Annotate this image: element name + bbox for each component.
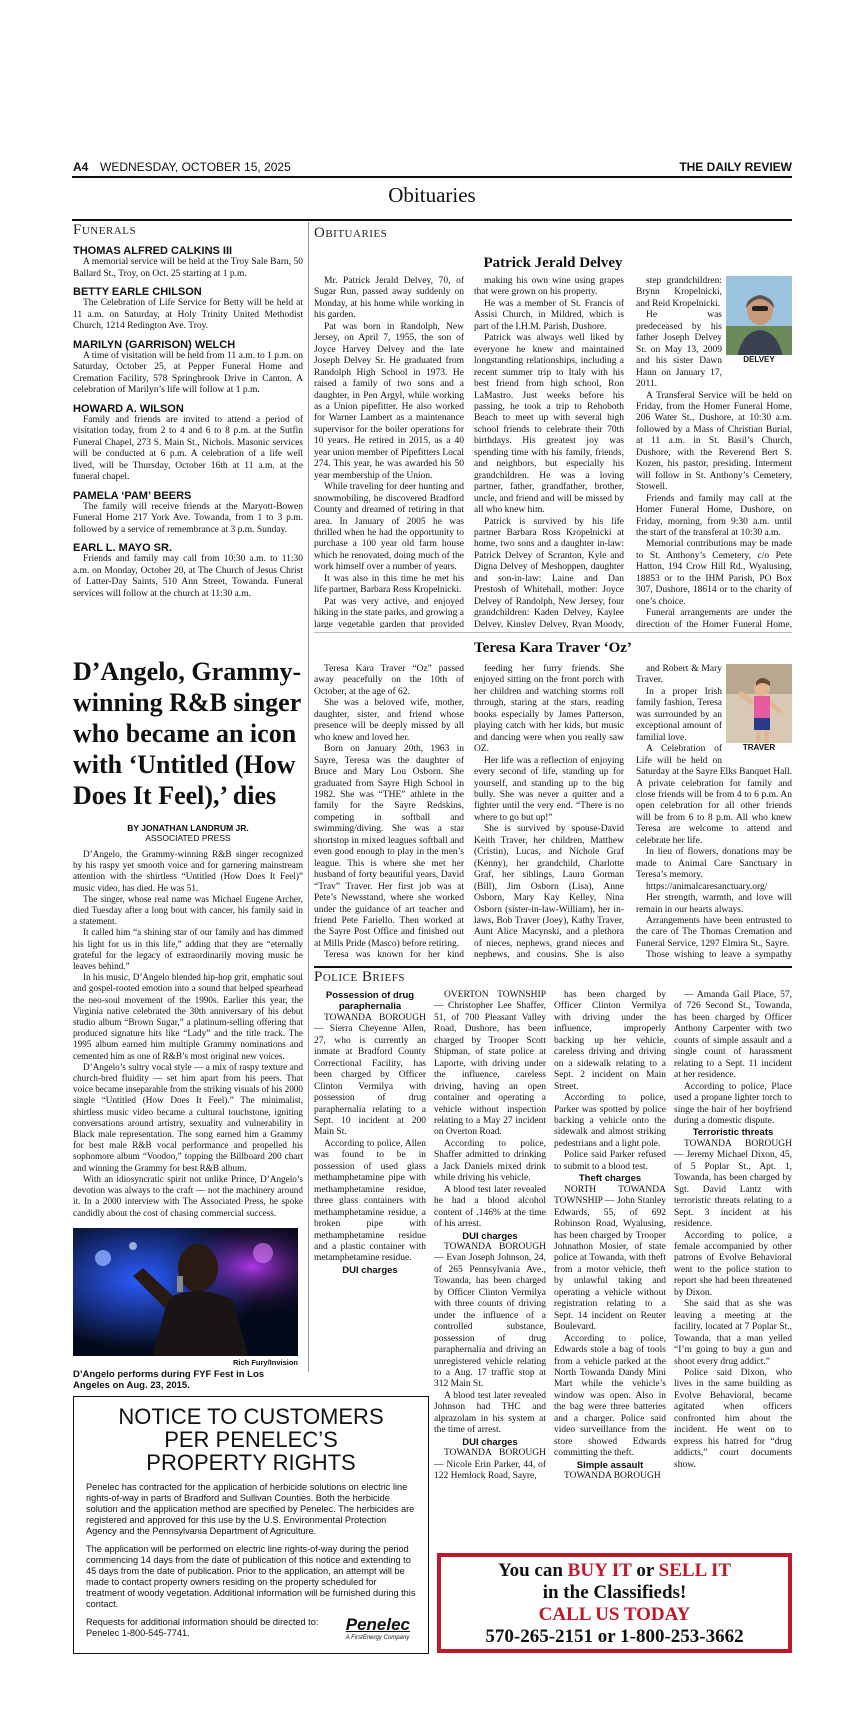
funeral-name: EARL L. MAYO SR. <box>73 542 173 554</box>
photo-spacer <box>722 664 792 756</box>
police-column-4 <box>674 990 792 1480</box>
brief-heading: Simple assault <box>576 1459 644 1471</box>
obit-paragraph: Patrick is survived by his life partner Barbara Ross Kropelnicki at home, two sons and a daughter in-law: Patrick Delvey of Scranton, Kyle and Digna Delvey of Meshoppen, daughter and son-in-law: Laine and Dan Prestosh of Whitehall, mother: Joyce Delvey of Randolph, New Jersey, four grandchildren: Kaden Delvey, Kaylee Delvey, Kinsley Delvey, Ryan Moody, <box>474 516 624 628</box>
brief-paragraph: TOWANDA BOROUGH — Nicole Erin Parker, 44, of 122 Hemlock Road, Sayre, <box>434 1448 546 1480</box>
obit-paragraph: Mr. Patrick Jerald Delvey, 70, of Sugar Run, passed away suddenly on Monday, at his home while working in his garden. <box>314 276 464 321</box>
story-paragraph: The singer, whose real name was Michael Eugene Archer, died Tuesday after a long bout with cancer, his family said in a statement. <box>73 893 303 927</box>
story-byline: BY JONATHAN LANDRUM JR. <box>127 823 249 833</box>
police-rule <box>314 966 792 968</box>
obit-paragraph: step grandchildren: Brynn Kropelnicki, and Reid Kropelnicki. <box>636 276 722 309</box>
obit-paragraph: It was also in this time he met his life partner, Barbara Ross Kropelnicki. <box>314 573 464 596</box>
obit-paragraph: She was a beloved wife, mother, daughter, sister, and friend whose presence will be deeply missed by all who knew and loved her. <box>314 698 464 743</box>
brief-paragraph: TOWANDA BOROUGH — Jeremy Michael Dixon, 45, of 5 Poplar St., Apt. 1, Towanda, has been charged by Sgt. David Lantz with terroristic threats relating to a Sept. 3 incident at his residence. <box>674 1138 792 1230</box>
obit-paragraph: Friends and family may call at the Homer Funeral Home, Dushore, on Friday, morning, from 9:30 a.m. until the start of the transferal at 10:30 a.m. <box>636 493 792 538</box>
obit-paragraph: Pat was very active, and enjoyed hiking in the state parks, and growing a large vegetable garden that provided <box>314 596 464 628</box>
obit-paragraph: A Transferal Service will be held on Friday, from the Homer Funeral Home, 206 Water St., Dushore, at 10:30 a.m. followed by a Mass of Christian Burial, at 11 a.m. in St. Basil’s Church, Dushore, with the Reverend Bert S. Kozen, his pastor, presiding. Interment will follow in St. Anthony’s Cemetery, Stowell. <box>636 390 792 493</box>
section-title: Obituaries <box>388 183 476 207</box>
obit-paragraph: making his own wine using grapes that were grown on his property. <box>474 276 624 298</box>
funerals-kicker: Funerals <box>73 222 137 238</box>
delvey-column-3 <box>636 276 792 628</box>
dangelo-photo <box>73 1228 298 1356</box>
funeral-name: HOWARD A. WILSON <box>73 402 184 415</box>
notice-para-4: Penelec 1-800-545-7741. <box>86 1628 190 1638</box>
funerals-column <box>73 222 303 600</box>
brief-paragraph: She said that as she was leaving a meeting at the facility, located at 7 Poplar St., Towanda, that a man yelled “I’m going to buy a gun and shoot every drug addict.” <box>674 1299 792 1367</box>
column-divider <box>308 222 309 1372</box>
story-paragraph: It called him “a shining star of our family and has dimmed his light for us in this life,” adding that they are “eternally grateful for the legacy of extraordinarily moving music he leaves behind.” <box>73 927 303 972</box>
brief-paragraph: OVERTON TOWNSHIP — Christopher Lee Shaffer, 51, of 700 Pleasant Valley Road, Dushore, has been charged by Trooper Scott Shipman, of state police at Laporte, with driving under the influence, careless driving, having an open container and operating a vehicle without inspection relating to a May 27 incident on Overton Road. <box>434 990 546 1138</box>
header-rule <box>72 176 792 178</box>
traver-column-3 <box>636 664 792 962</box>
funeral-name: BETTY EARLE CHILSON <box>73 286 202 298</box>
funeral-text: Friends and family may call from 10:30 a.m. to 11:30 a.m. on Monday, October 20, at The Church of Jesus Christ of Latter-Day Saints, 510 Ann Street, Towanda. Funeral services will follow at the church at 11:30 a.m. <box>73 554 303 599</box>
notice-para-3: Requests for additional information should be directed to: <box>86 1617 319 1627</box>
brief-paragraph: According to police, Shaffer admitted to drinking a Jack Daniels mixed drink while driving his vehicle. <box>434 1138 546 1184</box>
obit-paragraph: Those wishing to leave a sympathy <box>646 950 792 961</box>
police-column-1 <box>314 990 426 1375</box>
notice-para-2: The application will be performed on electric line rights-of-way during the period commencing 14 days from the date of publication of this notice and extending to 45 days from the date of publication. Prior to the application, an attempt will be made to contact property owners residing on the property scheduled for treatment of woody vegetation. Additional information will be furnished during this contact. <box>86 1544 416 1609</box>
brief-paragraph: A blood test later revealed he had a blood alcohol content of .146% at the time of his arrest. <box>434 1184 546 1230</box>
notice-title <box>74 1405 428 1474</box>
obit-paragraph: https://animalcaresanctuary.org/ <box>646 881 768 892</box>
dangelo-photo-art <box>73 1228 298 1356</box>
funeral-name: THOMAS ALFRED CALKINS III <box>73 245 233 257</box>
classifieds-ad[interactable] <box>437 1553 792 1653</box>
brief-heading: DUI charges <box>342 1264 398 1276</box>
brief-paragraph: According to police, Allen was found to be in possession of used glass methamphetamine pipe with methamphetamine residue, three glass containers with methamphetamine residue, a broken pipe with methamphetamine residue and a plastic container with metamphetamine residue. <box>314 1138 426 1264</box>
obit-paragraph: Born on January 20th, 1963 in Sayre, Teresa was the daughter of Bruce and Mary Lou Osborn. She graduated from Sayre High School in 1982. She was “THE” athlete in the family for the Sayre Redskins, competing in softball and swimming/diving. She was a star shortstop in mixed leagues softball and even good enough to play in the men’s league. This is where she met her husband of forty beautiful years, David “Trav” Traver. Her first job was at Pete’s Newsstand, where she worked under the guidance of art teacher and friend Pete Fariello. Then worked at the Sayre Post Office and finished out at Mills Pride (Masco) before retiring. <box>314 744 464 949</box>
notice-title-line: PROPERTY RIGHTS <box>146 1450 356 1475</box>
funeral-text: The family will receive friends at the Maryott-Bowen Funeral Home 217 York Ave. Towanda, from 1 to 3 p.m. followed by a service of remembrance at 3 p.m. Sunday. <box>73 501 303 535</box>
story-paragraph: D’Angelo’s sultry vocal style — a mix of raspy texture and church-bred fluidity — set him apart from his peers. That voice became inseparable from the striking visuals of his 2000 single “Untitled (How Does It Feel).” The minimalist, shirtless music video became a cultural touchstone, igniting conversations around artistry, sexuality and vulnerability in Black male representation. The song earned him a Grammy for best male R&B vocal performance and propelled his sophomore album “Voodoo,” topping the Billboard 200 chart and winning the Grammy for best R&B album. <box>73 1061 303 1173</box>
brief-heading: DUI charges <box>462 1436 518 1448</box>
brief-paragraph: According to police, Place used a propane lighter torch to singe the hair of her boyfriend during a domestic dispute. <box>674 1081 792 1126</box>
notice-para-1: Penelec has contracted for the application of herbicide solutions on electric line rights-of-way in parts of Bradford and Sullivan Counties. Both the herbicide solution and the application method are specified by Penelec. The herbicides are registered and approved for this use by the U.S. Environmental Protection Agency and the Pennsylvania Department of Agriculture. <box>86 1482 415 1536</box>
brief-paragraph: According to police, Edwards stole a bag of tools from a vehicle parked at the North Towanda Dandy Mini Mart while the vehicle’s window was open. Also in the bag were three batteries and a charger. Police said video surveillance from the store showed Edwards committing the theft. <box>554 1333 666 1459</box>
traver-column-2 <box>474 664 624 962</box>
notice-title-line: NOTICE TO CUSTOMERS <box>118 1404 384 1429</box>
police-kicker: Police Briefs <box>314 969 405 985</box>
brief-paragraph: NORTH TOWANDA TOWNSHIP — John Stanley Edwards, 55, of 692 Robinson Road, Wyalusing, has been charged by Trooper Johnathon Mosier, of state police at Towanda, with theft from a motor vehicle, theft by unlawful taking and operating a vehicle without registration relating to a Sept. 14 incident on Reuter Boulevard. <box>554 1184 666 1333</box>
brief-paragraph: — Amanda Gail Place, 57, of 726 Second St., Towanda, has been charged by Officer Anthony Carpenter with two counts of simple assault and a single count of harassment relating to a Sept. 11 incident at her residence. <box>674 990 792 1081</box>
obit-paragraph: Patrick was always well liked by everyone he knew and maintained longstanding relationships, including a recent summer trip to Italy with his best friend from high school, Ron LaMastro. Just weeks before his passing, he took a trip to Rehoboth Beach to meet up with several high school friends to celebrate their 70th birthdays. His greatest joy was spending time with his family, friends, and neighbors, but especially his grandchildren. He was a loving partner, father, grandfather, brother, uncle, and friend and will be missed by all who knew him. <box>474 333 624 516</box>
section-rule <box>72 219 792 221</box>
obit-paragraph: While traveling for deer hunting and snowmobiling, he discovered Bradford County and dreamed of retiring in that area. In January of 2005 he was thrilled when he had the opportunity to purchase a 100 year old farm house which he renovated, doing much of the work himself over a number of years. <box>314 482 464 573</box>
penelec-logo <box>346 1615 410 1641</box>
photo-credit: Rich Fury/Invision <box>232 1358 298 1367</box>
penelec-logo-text: Penelec <box>345 1615 410 1634</box>
funeral-text: A time of visitation will be held from 11 a.m. to 1 p.m. on Saturday, October 25, at Pepper Funeral Home and Cremation Facility, 578 Springbrook Drive in Canton. A celebration of Marilyn’s life will follow at 1 p.m. <box>73 350 303 395</box>
penelec-notice <box>73 1396 429 1654</box>
brief-heading: Terroristic threats <box>692 1127 774 1139</box>
funeral-list <box>73 245 303 600</box>
obit-paragraph: Her life was a reflection of enjoying every second of life, standing up for yourself, and standing up to the big bully. She was never a quitter and a fighter until the very end. “There is no where to go but up!” <box>474 755 624 823</box>
funeral-name: MARILYN (GARRISON) WELCH <box>73 338 236 351</box>
notice-title-line: PER PENELEC’S <box>164 1427 338 1452</box>
issue-date: WEDNESDAY, OCTOBER 15, 2025 <box>100 160 291 174</box>
delvey-column-3-wrap <box>636 276 792 628</box>
brief-paragraph: has been charged by Officer Clinton Vermilya with driving under the influence, improperly backing up her vehicle, careless driving and driving on a sidewalk relating to a Sept. 2 incident on Main Street. <box>554 990 666 1092</box>
photo-spacer <box>722 276 792 368</box>
brief-paragraph: TOWANDA BOROUGH — Sierra Cheyenne Allen, 27, who is currently an inmate at Bradford County Correctional Facility, has been charged by Officer Clinton Vermilya with possession of drug paraphernalia relating to a Sept. 10 incident at 200 Main St. <box>314 1012 426 1138</box>
brief-paragraph: A blood test later revealed Johnson had THC and alprazolam in his system at the time of arrest. <box>434 1390 546 1436</box>
brief-paragraph: According to police, a female accompanied by other patrons of Evolve Behavioral went to the police station to report she had been threatened by Dixon. <box>674 1230 792 1298</box>
brief-heading: DUI charges <box>462 1230 518 1242</box>
obit-paragraph: Teresa Kara Traver “Oz” passed away peacefully on the 10th of October, at the age of 62. <box>314 664 464 697</box>
traver-headline: Teresa Kara Traver ‘Oz’ <box>474 640 632 656</box>
dangelo-story <box>73 656 303 1219</box>
brief-heading: Theft charges <box>578 1173 642 1185</box>
obit-paragraph: and Robert & Mary Traver. <box>636 664 722 686</box>
obit-divider <box>314 632 792 633</box>
obit-paragraph: Arrangements have been entrusted to the care of The Thomas Cremation and Funeral Service, 1297 Elmira St., Sayre. <box>636 915 792 949</box>
photo-caption: D’Angelo performs during FYF Fest in Los Angeles on Aug. 23, 2015. <box>73 1369 265 1391</box>
brief-paragraph: According to police, Parker was spotted by police backing a vehicle onto the sidewalk and almost striking pedestrians and a light pole. <box>554 1093 666 1149</box>
police-column-2 <box>434 990 546 1480</box>
delvey-column-2 <box>474 276 624 628</box>
obit-paragraph: He was predeceased by his father Joseph Delvey Sr. on May 13, 2009 and his sister Dawn Hann on January 17, 2011. <box>636 310 722 390</box>
story-headline: D’Angelo, Grammy-winning R&B singer who became an icon with ‘Untitled (How Does It Feel),’ dies <box>73 657 302 810</box>
obit-paragraph: Memorial contributions may be made to St. Anthony’s Cemetery, c/o Pete Hatton, 194 Crow Hill Rd., Wyalusing, 18853 or to the IHM Parish, PO Box 307, Dushore, 18614 or to the charity of one’s choice. <box>636 539 792 607</box>
obit-paragraph: feeding her furry friends. She enjoyed sitting on the front porch with her children and watching storms roll through, staring at the stars, reading books especially by James Patterson, playing catch with her kids, but music and dancing were when you really saw OZ. <box>474 664 624 755</box>
obituaries-kicker: Obituaries <box>314 225 388 241</box>
story-paragraph: With an idiosyncratic spirit not unlike Prince, D’Angelo’s devotion was always to the craft — not the machinery around it. In a 2000 interview with The Associated Press, he spoke candidly about the cost of chasing commercial success. <box>73 1173 303 1218</box>
funeral-name: PAMELA ‘PAM’ BEERS <box>73 489 192 502</box>
obit-paragraph: A Celebration of Life will be held on Saturday at the Sayre Elks Banquet Hall. A private celebration for family and close friends will be from 4 to 6 p.m. An open celebration for all other friends will be from 6 to 8 p.m. All who knew Teresa are welcome to attend and celebrate her life. <box>636 744 792 846</box>
delvey-photo-label: DELVEY <box>726 355 792 364</box>
brief-paragraph: Police said Dixon, who lives in the same building as Evolve Behavioral, became agitated when officers confronted him about the incident. He went on to express his hatred for “drug addicts,” court documents show. <box>674 1367 792 1470</box>
obit-paragraph: Pat was born in Randolph, New Jersey, on April 7, 1955, the son of Joyce Harvey Delvey and the late Joseph Delvey Sr. He graduated from Randolph High School in 1973. He raised a family of two sons and a daughter, in Pen Argyl, while working as a Union pipefitter. He also worked for Warner Lambert as a maintenance supervisor for the boiler operations for 10 years. He retired in 2015, as a 40 year union member of Pipefitters Local 274. This year, he was awarded his 50 year membership of the Union. <box>314 321 464 481</box>
ad-line-2: in the Classifieds! <box>542 1582 687 1603</box>
obit-paragraph: She is survived by spouse-David Keith Traver, her children, Matthew (Cristin), Lucas, and Nichole Graf (Kenny), her grandchild, Charlotte Graf, her siblings, Laura Gorman (Bill), Jim Osborn (Lisa), Anne Osborn, Mary Kay Kelley, Nina Osborn (sister-in-law-William), her in-laws, Bob Traver (Joey), Kathy Traver, Aunt Alice Macynski, and a plethora of nieces, nephews, grand nieces and nephews, and cousins. She is also <box>474 824 624 961</box>
brief-paragraph: Police said Parker refused to submit to a blood test. <box>554 1150 666 1172</box>
page-number: A4 <box>73 160 89 174</box>
story-agency: ASSOCIATED PRESS <box>145 833 231 843</box>
delvey-headline: Patrick Jerald Delvey <box>483 255 623 271</box>
delvey-column-1 <box>314 276 464 628</box>
brief-paragraph: TOWANDA BOROUGH <box>564 1471 661 1480</box>
publication-name: THE DAILY REVIEW <box>679 160 792 174</box>
penelec-logo-sub: A FirstEnergy Company <box>345 1635 410 1641</box>
traver-column-1 <box>314 664 464 962</box>
obit-paragraph: Funeral arrangements are under the direction of the Homer Funeral Home, <box>636 608 792 628</box>
ad-line-1: You can BUY IT or SELL IT <box>497 1560 732 1581</box>
funeral-text: The Celebration of Life Service for Betty will be held at 11 a.m. on Saturday, at Holy Trinity United Methodist Church, 1214 Redington Ave. Troy. <box>73 298 303 331</box>
obit-paragraph: In lieu of flowers, donations may be made to Animal Care Sanctuary in Teresa’s memory. <box>636 847 792 881</box>
ad-line-3: CALL US TODAY <box>538 1604 691 1625</box>
brief-paragraph: TOWANDA BOROUGH — Evan Joseph Johnson, 24, of 265 Pennsylvania Ave., Towanda, has been charged by Officer Clinton Vermilya with three counts of driving under the influence of a controlled substance, possession of drug paraphernalia and driving an unregistered vehicle relating to a Aug. 17 traffic stop at 312 Main St. <box>434 1241 546 1390</box>
police-column-3 <box>554 990 666 1480</box>
obit-paragraph: Teresa was known for her kind <box>324 950 464 961</box>
brief-heading: Possession of drug paraphernalia <box>325 990 415 1013</box>
story-paragraph: In his music, D’Angelo blended hip-hop grit, emphatic soul and gospel-rooted emotion into a sound that helped spearhead the neo-soul movement of the 1990s. Earlier this year, the Virginia native celebrated the 30th anniversary of his debut studio album “Brown Sugar,” a platinum-selling offering that produced signature hits like “Lady” and the title track. The 1995 album earned him multiple Grammy nominations and cemented him as one of R&B’s most original new voices. <box>73 972 303 1061</box>
funeral-text: A memorial service will be held at the Troy Sale Barn, 50 Ballard St., Troy, on Oct. 25 starting at 1 p.m. <box>73 257 303 279</box>
traver-column-3-wrap <box>636 664 792 962</box>
obit-paragraph: Her strength, warmth, and love will remain in our hearts always. <box>636 893 792 915</box>
obit-paragraph: In a proper Irish family fashion, Teresa was surrounded by an exceptional amount of familial love. <box>636 686 722 743</box>
funeral-text: Family and friends are invited to attend a period of visitation today, from 2 to 4 and 6 to 8 p.m. at the Sutfin Funeral Chapel, 273 S. Main St., Nichols. Masonic services will be conducted at 6 p.m. A celebration of a life well lived, will be Thursday, October 16th at 11 a.m. at the funeral chapel. <box>73 414 303 482</box>
ad-phone: 570-265-2151 or 1-800-253-3662 <box>485 1626 744 1647</box>
story-paragraph: D’Angelo, the Grammy-winning R&B singer recognized by his raspy yet smooth voice and for garnering mainstream attention with the shirtless “Untitled (How Does It Feel)” music video, has died. He was 51. <box>73 849 303 893</box>
story-body <box>73 849 303 1219</box>
obit-paragraph: He was a member of St. Francis of Assisi Church, in Mildred, which is part of the I.H.M. Parish, Dushore. <box>474 298 624 332</box>
traver-photo-label: TRAVER <box>726 743 792 752</box>
